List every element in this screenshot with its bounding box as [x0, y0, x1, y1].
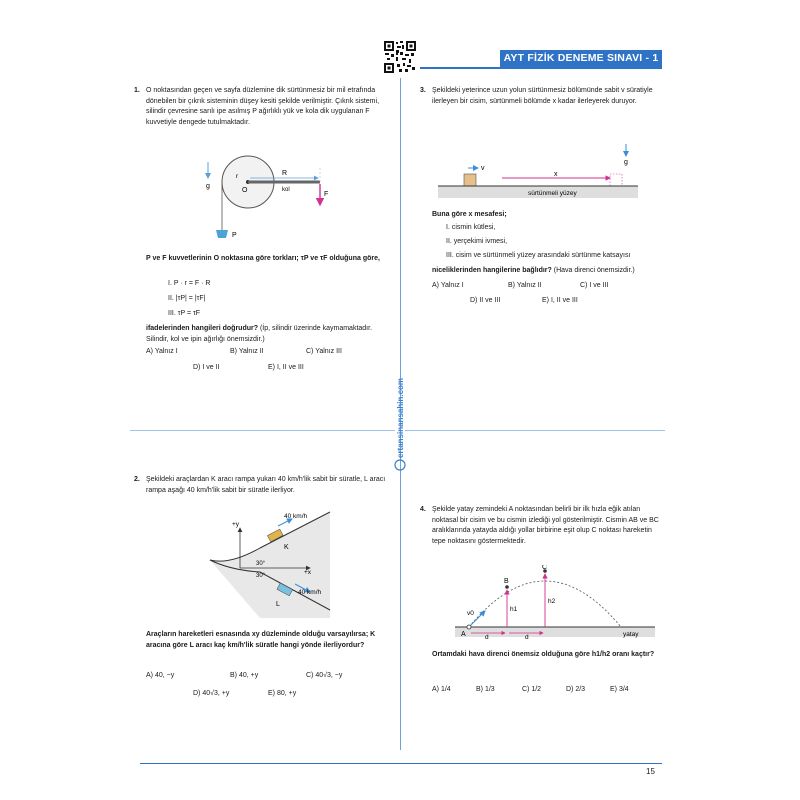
question-number: 3. — [420, 87, 426, 94]
q1-option-c[interactable]: C) Yalnız III — [306, 348, 342, 355]
qr-code-icon — [383, 40, 417, 74]
q2-option-a[interactable]: A) 40, −y — [146, 672, 175, 679]
svg-text:kol: kol — [282, 187, 290, 193]
q1-question: ifadelerinden hangileri doğrudur? (İp, silindir üzerinde kaymamaktadır. Silindir, kol ve ipin ağırlığı önemsizdir.) — [146, 325, 373, 343]
svg-text:sürtünmeli yüzey: sürtünmeli yüzey — [528, 190, 577, 197]
q3-item-1: I. cismin kütlesi, — [446, 224, 496, 231]
section-divider-right — [405, 430, 665, 431]
question-number: 4. — [420, 506, 426, 513]
svg-text:yatay: yatay — [623, 631, 639, 638]
q4-option-b[interactable]: B) 1/3 — [476, 686, 495, 693]
svg-text:B: B — [504, 578, 509, 585]
svg-text:O: O — [242, 187, 248, 194]
q2-question: Araçların hareketleri esnasında xy düzleminde olduğu varsayılırsa; K aracına göre L aracı kaç km/h'lik süratle hangi yönde ilerliyordur? — [146, 631, 376, 649]
svg-text:A: A — [461, 631, 466, 638]
question-1 — [134, 86, 386, 128]
q4-option-d[interactable]: D) 2/3 — [566, 686, 586, 693]
header-underline — [420, 67, 662, 69]
svg-text:r: r — [236, 173, 239, 180]
question-number: 2. — [134, 476, 140, 483]
svg-text:L: L — [276, 601, 280, 608]
question-number: 1. — [134, 87, 140, 94]
question-text: Şekilde yatay zemindeki A noktasından belirli bir ilk hızla eğik atılan noktasal bir cisim ve bu cismin izlediği yol gösterilmiştir. Cismin AB ve BC aralıklarında yatayda aldığı yollar birbirine eşit olup C noktası hareketin tepe noktasını göstermektedir. — [432, 506, 659, 545]
svg-text:+x: +x — [304, 569, 312, 576]
q1-option-d[interactable]: D) I ve II — [193, 364, 220, 371]
q3-option-e[interactable]: E) I, II ve III — [542, 297, 578, 304]
svg-text:C: C — [542, 565, 548, 571]
q3-lead: Buna göre x mesafesi; — [432, 211, 507, 218]
q2-option-b[interactable]: B) 40, +y — [230, 672, 259, 679]
q1-option-e[interactable]: E) I, II ve III — [268, 364, 304, 371]
q1-item-3: III. τP = τF — [168, 310, 201, 317]
question-text: Şekildeki araçlardan K aracı rampa yukarı 40 km/h'lik sabit bir süratle, L aracı rampa aşağı 40 km/h'lik sabit bir süratle ilerliyor. — [146, 476, 386, 494]
svg-text:d: d — [525, 634, 529, 640]
question-text: O noktasından geçen ve sayfa düzlemine dik sürtünmesiz bir mil etrafında dönebilen bir çıkrık sisteminin düşey kesiti şekilde verilmiştir. Çıkrık sistemi, silindir çevresine sarılı ipe asılmış P ağırlıklı yük ve kola dik uygulanan F kuvvetiyle dengede tutulmaktadır. — [146, 87, 380, 126]
q2-option-d[interactable]: D) 40√3, +y — [193, 690, 230, 697]
watermark-text: ertansinansahin.com — [396, 377, 405, 458]
svg-text:v: v — [481, 165, 485, 172]
website-watermark — [392, 372, 408, 472]
svg-text:+y: +y — [232, 521, 240, 528]
q4-option-e[interactable]: E) 3/4 — [610, 686, 629, 693]
svg-text:d: d — [485, 634, 489, 640]
q3-item-2: II. yerçekimi ivmesi, — [446, 238, 508, 245]
q3-option-d[interactable]: D) II ve III — [470, 297, 501, 304]
q4-question: Ortamdaki hava direnci önemsiz olduğuna göre h1/h2 oranı kaçtır? — [432, 651, 655, 658]
q1-item-2: II. |τP| = |τF| — [168, 295, 206, 302]
q3-option-a[interactable]: A) Yalnız I — [432, 282, 464, 289]
q1-option-b[interactable]: B) Yalnız II — [230, 348, 264, 355]
q1-item-1: I. P · r = F · R — [168, 280, 211, 287]
svg-text:F: F — [324, 191, 329, 198]
q1-lead: P ve F kuvvetlerinin O noktasına göre torkları; τP ve τF olduğuna göre, — [146, 255, 380, 262]
question-3 — [420, 86, 662, 107]
svg-text:K: K — [284, 544, 289, 551]
q3-option-c[interactable]: C) I ve III — [580, 282, 609, 289]
q3-item-3: III. cisim ve sürtünmeli yüzey arasındaki sürtünme katsayısı — [446, 252, 631, 259]
svg-text:30°: 30° — [256, 573, 266, 579]
q2-option-c[interactable]: C) 40√3, −y — [306, 672, 343, 679]
exam-title-banner: AYT FİZİK DENEME SINAVI - 1 — [500, 50, 662, 67]
svg-text:40 km/h: 40 km/h — [284, 513, 308, 520]
question-2 — [134, 475, 386, 496]
question-text: Şekildeki yeterince uzun yolun sürtünmesiz bölümünde sabit v süratiyle ilerleyen bir cisim, sürtünmeli bölümde x kadar ilerleyerek duruyor. — [432, 87, 653, 105]
q1-figure-winch — [196, 150, 336, 250]
q3-question: niceliklerinden hangilerine bağlıdır? (Hava direnci önemsizdir.) — [432, 267, 635, 274]
svg-text:x: x — [554, 171, 558, 178]
page-number: 15 — [646, 767, 655, 776]
q4-figure-projectile — [455, 565, 655, 640]
svg-text:40 km/h: 40 km/h — [298, 589, 322, 596]
svg-text:g: g — [206, 183, 210, 190]
q4-option-c[interactable]: C) 1/2 — [522, 686, 542, 693]
svg-text:v0: v0 — [467, 610, 474, 617]
q1-option-a[interactable]: A) Yalnız I — [146, 348, 178, 355]
question-4 — [420, 505, 662, 547]
svg-text:R: R — [282, 170, 288, 177]
svg-text:g: g — [624, 159, 628, 166]
section-divider-left — [130, 430, 395, 431]
q4-option-a[interactable]: A) 1/4 — [432, 686, 451, 693]
svg-text:P: P — [232, 232, 237, 239]
q2-figure-ramp — [200, 510, 340, 620]
footer-rule — [140, 763, 662, 764]
svg-text:h2: h2 — [548, 598, 556, 605]
q2-option-e[interactable]: E) 80, +y — [268, 690, 297, 697]
q3-option-b[interactable]: B) Yalnız II — [508, 282, 542, 289]
svg-text:30°: 30° — [256, 561, 266, 567]
svg-text:h1: h1 — [510, 606, 518, 613]
q3-figure-surface — [438, 140, 638, 200]
